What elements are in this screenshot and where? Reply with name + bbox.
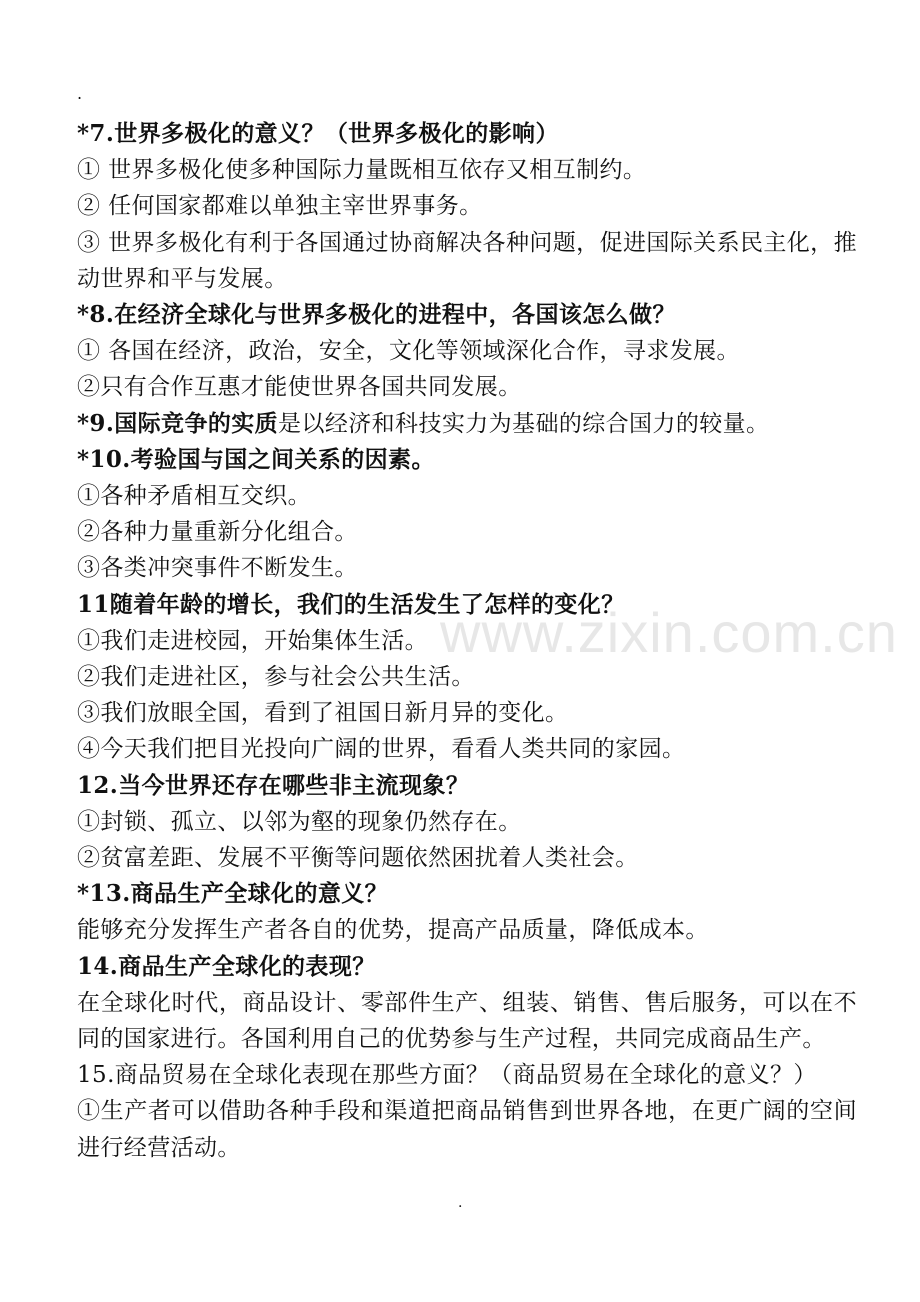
watermark: www.zixin.com.cn — [440, 601, 898, 664]
text-line: 在全球化时代，商品设计、零部件生产、组装、销售、售后服务，可以在不同的国家进行。各国利用自己的优势参与生产过程，共同完成商品生产。 — [77, 989, 857, 1053]
text-line: ②我们走进社区，参与社会公共生活。 — [77, 664, 475, 691]
text-line: ①我们走进校园，开始集体生活。 — [77, 627, 428, 654]
text-line: ② 任何国家都难以单独主宰世界事务。 — [77, 193, 483, 220]
text-line: ③各类冲突事件不断发生。 — [77, 555, 358, 582]
text-line: ①封锁、孤立、以邻为壑的现象仍然存在。 — [77, 808, 522, 835]
text-line: ②贫富差距、发展不平衡等问题依然困扰着人类社会。 — [77, 845, 639, 872]
document-body — [77, 116, 857, 1166]
text-line — [77, 406, 857, 442]
header-dot: . — [77, 84, 83, 103]
text-line: 能够充分发挥生产者各自的优势，提高产品质量，降低成本。 — [77, 917, 709, 944]
footer-dot: . — [458, 1195, 463, 1211]
question-heading: *13.商品生产全球化的意义？ — [77, 880, 389, 908]
text-line: ③我们放眼全国，看到了祖国日新月异的变化。 — [77, 700, 569, 727]
question-heading: 12.当今世界还存在哪些非主流现象？ — [77, 771, 470, 799]
question-heading: *8.在经济全球化与世界多极化的进程中，各国该怎么做？ — [77, 301, 676, 329]
term-bold: *9.国际竞争的实质 — [77, 409, 279, 437]
text-line: ①生产者可以借助各种手段和渠道把商品销售到世界各地，在更广阔的空间进行经营活动。 — [77, 1098, 857, 1161]
question-heading: 11随着年龄的增长，我们的生活发生了怎样的变化？ — [77, 590, 625, 618]
text-line: ③ 世界多极化有利于各国通过协商解决各种问题，促进国际关系民主化，推动世界和平与发展。 — [77, 229, 857, 292]
text-line: 15.商品贸易在全球化表现在那些方面？（商品贸易在全球化的意义？） — [77, 1062, 817, 1089]
text-line: ① 世界多极化使多种国际力量既相互依存又相互制约。 — [77, 157, 647, 184]
question-heading: *7.世界多极化的意义？（世界多极化的影响） — [77, 120, 559, 147]
text-line: ②各种力量重新分化组合。 — [77, 519, 358, 546]
text-line: ①各种矛盾相互交织。 — [77, 483, 311, 510]
text-line: ④今天我们把目光投向广阔的世界，看看人类共同的家园。 — [77, 736, 686, 763]
question-heading: *10.考验国与国之间关系的因素。 — [77, 445, 435, 473]
text-line: ②只有合作互惠才能使世界各国共同发展。 — [77, 374, 522, 401]
term-definition: 是以经济和科技实力为基础的综合国力的较量。 — [278, 410, 770, 437]
text-line: ① 各国在经济，政治，安全，文化等领域深化合作，寻求发展。 — [77, 338, 740, 365]
question-heading: 14.商品生产全球化的表现？ — [77, 952, 376, 980]
